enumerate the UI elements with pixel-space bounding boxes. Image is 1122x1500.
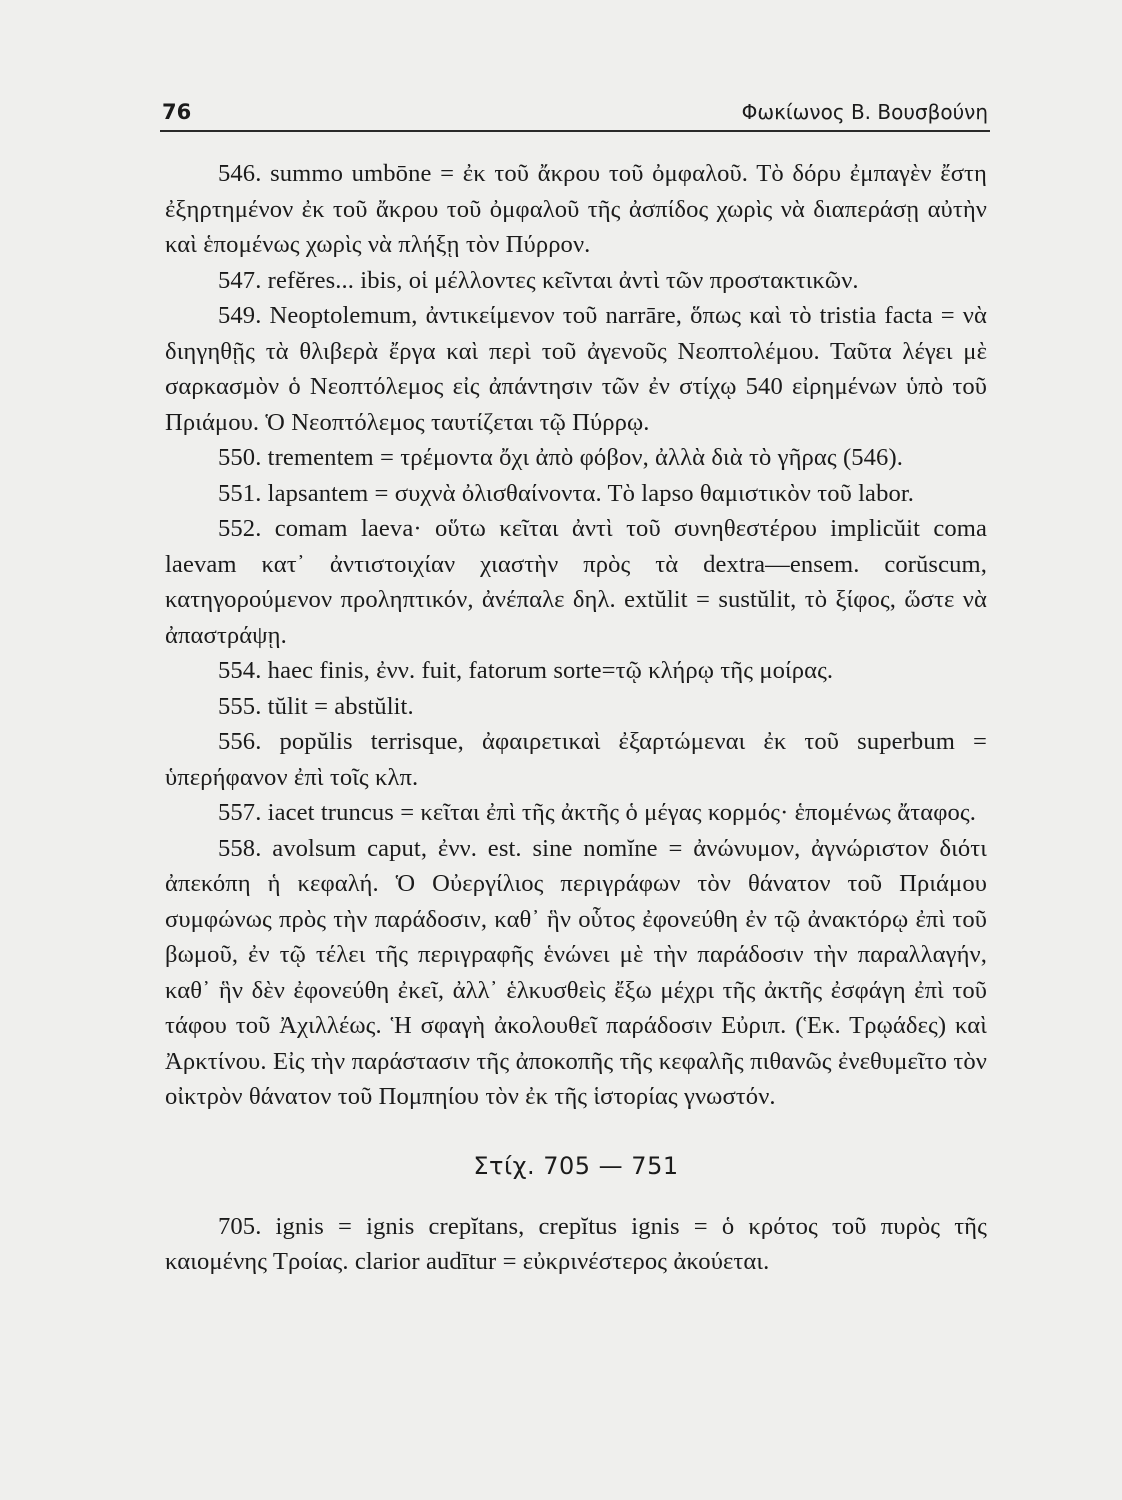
note-554: 554. haec finis, ἐνν. fuit, fatorum sorte=τῷ κλήρῳ τῆς μοίρας. xyxy=(218,657,834,684)
page-header xyxy=(160,96,990,132)
note-705: 705. ignis = ignis crepĭtans, crepĭtus ignis = ὁ κρότος τοῦ πυρὸς τῆς καιομένης Τροίας. clarior audītur = εὐκρινέστερος ἀκούεται. xyxy=(165,1212,987,1275)
note-552: 552. comam laeva· οὕτω κεῖται ἀντὶ τοῦ συνηθεστέρου implicŭit coma laevam κατ᾽ ἀντιστοιχίαν χιαστὴν πρὸς τὰ dextra—ensem. corŭscum, κατηγορούμενον προληπτικόν, ἀνέπαλε δηλ. extŭlit = sustŭlit, τὸ ξίφος, ὥστε νὰ ἀπαστράψῃ. xyxy=(165,515,987,649)
page-number: 76 xyxy=(162,100,192,124)
note-549: 549. Neoptolemum, ἀντικείμενον τοῦ narrāre, ὅπως καὶ τὸ tristia facta = νὰ διηγηθῇς τὰ θλιβερὰ ἔργα καὶ περὶ τοῦ ἀγενοῦς Νεοπτολέμου. Ταῦτα λέγει μὲ σαρκασμὸν ὁ Νεοπτόλεμος εἰς ἀπάντησιν τῶν ἐν στίχῳ 540 εἰρημένων ὑπὸ τοῦ Πριάμου. Ὁ Νεοπτόλεμος ταυτίζεται τῷ Πύρρῳ. xyxy=(165,302,987,436)
note-556: 556. popŭlis terrisque, ἀφαιρετικαὶ ἐξαρτώμεναι ἐκ τοῦ superbum = ὑπερήφανον ἐπὶ τοῖς κλπ. xyxy=(165,728,987,791)
running-head: Φωκίωνος Β. Βουσβούνη xyxy=(741,100,988,124)
note-557: 557. iacet truncus = κεῖται ἐπὶ τῆς ἀκτῆς ὁ μέγας κορμός· ἑπομένως ἄταφος. xyxy=(218,799,977,826)
note-551: 551. lapsantem = συχνὰ ὀλισθαίνοντα. Τὸ lapso θαμιστικὸν τοῦ labor. xyxy=(218,479,915,507)
section-heading: Στίχ. 705 — 751 xyxy=(473,1151,679,1180)
note-547: 547. refĕres... ibis, οἱ μέλλοντες κεῖνται ἀντὶ τῶν προστακτικῶν. xyxy=(218,266,859,294)
note-546: 546. summo umbōne = ἐκ τοῦ ἄκρου τοῦ ὀμφαλοῦ. Τὸ δόρυ ἐμπαγὲν ἔστη ἐξηρτημένον ἐκ τοῦ ἄκρου τοῦ ὀμφαλοῦ τῆς ἀσπίδος χωρὶς νὰ διαπεράσῃ αὐτὴν καὶ ἑπομένως χωρὶς νὰ πλήξῃ τὸν Πύρρον. xyxy=(165,160,987,258)
note-558: 558. avolsum caput, ἐνν. est. sine nomĭne = ἀνώνυμον, ἀγνώριστον διότι ἀπεκόπη ἡ κεφαλή. Ὁ Οὐεργίλιος περιγράφων τὸν θάνατον τοῦ Πριάμου συμφώνως πρὸς τὴν παράδοσιν, καθ᾽ ἣν οὗτος ἐφονεύθη ἐν τῷ ἀνακτόρῳ ἐπὶ τοῦ βωμοῦ, ἐν τῷ τέλει τῆς περιγραφῆς ἑνώνει μὲ τὴν παράδοσιν τὴν παραλλαγήν, καθ᾽ ἣν δὲν ἐφονεύθη ἐκεῖ, ἀλλ᾽ ἑλκυσθεὶς ἔξω μέχρι τῆς ἀκτῆς ἐσφάγη ἐπὶ τοῦ τάφου τοῦ Ἀχιλλέως. Ἡ σφαγὴ ἀκολουθεῖ παράδοσιν Εὐριπ. (Ἑκ. Τρῳάδες) καὶ Ἀρκτίνου. Εἰς τὴν παράστασιν τῆς ἀποκοπῆς τῆς κεφαλῆς πιθανῶς ἐνεθυμεῖτο τὸν οἰκτρὸν θάνατον τοῦ Πομπηίου τὸν ἐκ τῆς ἱστορίας γνωστόν. xyxy=(165,834,987,1110)
note-555: 555. tŭlit = abstŭlit. xyxy=(218,692,414,720)
note-550: 550. trementem = τρέμοντα ὄχι ἀπὸ φόβον, ἀλλὰ διὰ τὸ γῆρας (546). xyxy=(218,444,903,471)
commentary-body xyxy=(165,156,987,1280)
